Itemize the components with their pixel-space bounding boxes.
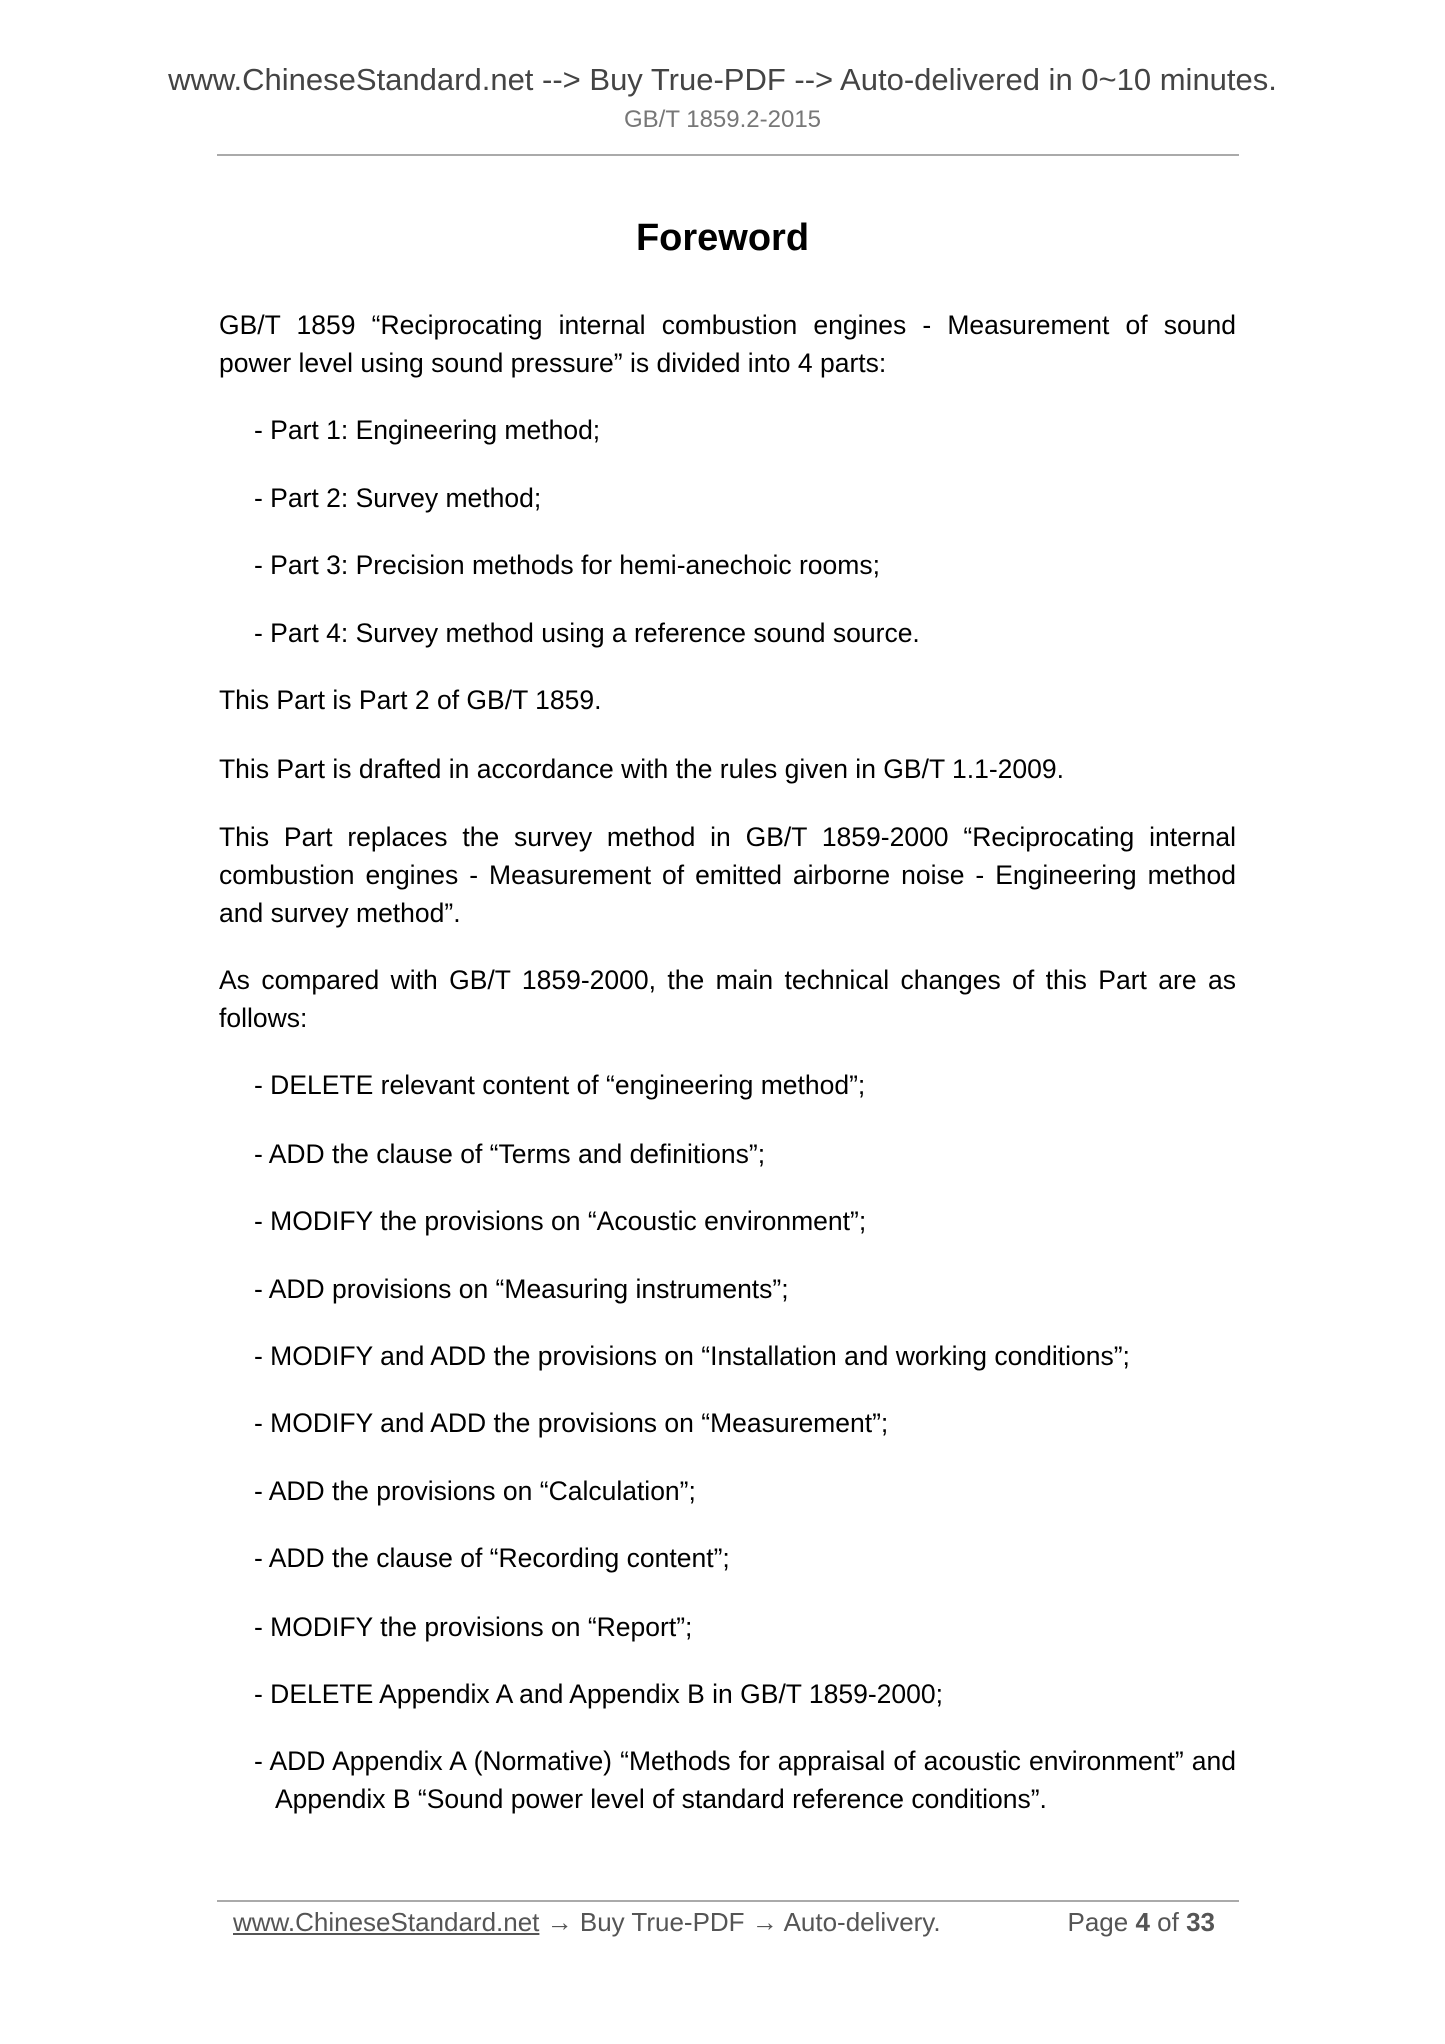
list-item-change: - MODIFY and ADD the provisions on “Installation and working conditions”; — [254, 1341, 1130, 1371]
page-title: Foreword — [635, 217, 810, 259]
footer-tagline: → Buy True-PDF → Auto-delivery. — [539, 1907, 941, 1937]
list-item-change: - MODIFY the provisions on “Report”; — [254, 1612, 693, 1642]
document-id: GB/T 1859.2-2015 — [623, 106, 822, 133]
header-banner: www.ChineseStandard.net --> Buy True-PDF --> Auto-delivered in 0~10 minutes. — [168, 62, 1277, 97]
list-item-part: - Part 1: Engineering method; — [254, 415, 601, 445]
header-divider — [217, 154, 1239, 156]
part-of-paragraph: This Part is Part 2 of GB/T 1859. — [219, 685, 602, 715]
page-total: 33 — [1186, 1907, 1215, 1937]
list-item-change: - ADD provisions on “Measuring instruments”; — [254, 1274, 789, 1304]
list-item-change: - ADD the provisions on “Calculation”; — [254, 1476, 696, 1506]
intro-paragraph: GB/T 1859 “Reciprocating internal combustion engines - Measurement of sound power level using sound pressure” is divided into 4 parts: — [219, 310, 1236, 378]
footer — [233, 1904, 1215, 1940]
list-item-change: - ADD Appendix A (Normative) “Methods for appraisal of acoustic environment” and Appendix B “Sound power level of standard reference conditions”. — [254, 1746, 1236, 1814]
footer-divider — [217, 1900, 1239, 1902]
list-item-part: - Part 2: Survey method; — [254, 483, 542, 513]
list-item-change: - DELETE Appendix A and Appendix B in GB/T 1859-2000; — [254, 1679, 943, 1709]
replaces-paragraph: This Part replaces the survey method in GB/T 1859-2000 “Reciprocating internal combustion engines - Measurement of emitted airborne noise - Engineering method and survey method”. — [219, 822, 1236, 928]
drafted-paragraph: This Part is drafted in accordance with the rules given in GB/T 1.1-2009. — [219, 754, 1064, 784]
page-indicator: Page 4 of 33 — [1067, 1907, 1215, 1937]
list-item-change: - ADD the clause of “Recording content”; — [254, 1543, 730, 1573]
list-item-part: - Part 4: Survey method using a reference sound source. — [254, 618, 920, 648]
list-item-part: - Part 3: Precision methods for hemi-anechoic rooms; — [254, 550, 880, 580]
footer-link[interactable]: www.ChineseStandard.net — [233, 1907, 540, 1937]
list-item-change: - DELETE relevant content of “engineering method”; — [254, 1070, 866, 1100]
list-item-change: - MODIFY and ADD the provisions on “Measurement”; — [254, 1408, 889, 1438]
list-item-change: - ADD the clause of “Terms and definitions”; — [254, 1139, 766, 1169]
page-number: 4 — [1135, 1907, 1150, 1937]
compared-paragraph: As compared with GB/T 1859-2000, the main technical changes of this Part are as follows: — [219, 965, 1236, 1033]
list-item-change: - MODIFY the provisions on “Acoustic environment”; — [254, 1206, 867, 1236]
